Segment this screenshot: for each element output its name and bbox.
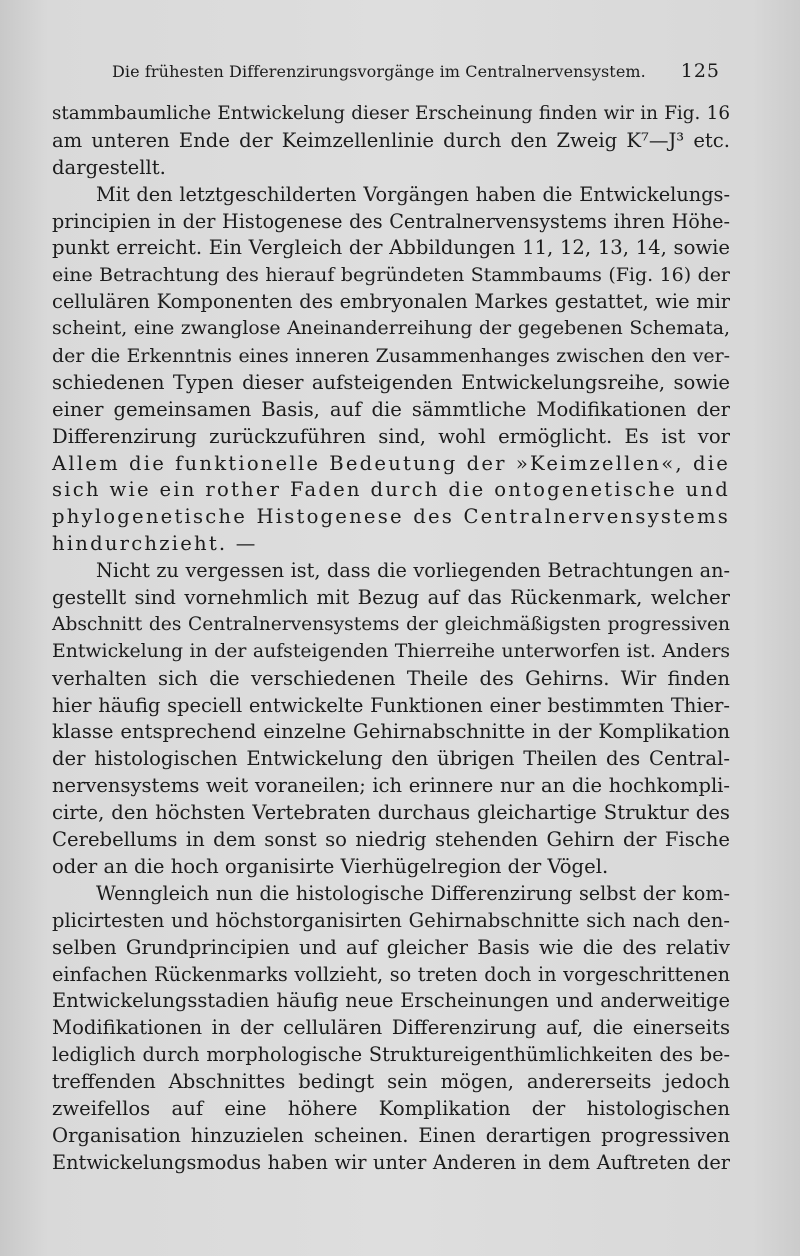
text-line: Wenngleich nun die histologische Differenzirung selbst der kom-	[96, 881, 730, 905]
text-line: der die Erkenntnis eines inneren Zusammenhanges zwischen den ver-	[52, 345, 730, 368]
text-line: zweifellos auf eine höhere Komplikation der histologischen	[52, 1096, 730, 1120]
text-line: sich wie ein rother Faden durch die ontogenetische und	[52, 478, 730, 502]
text-line: Modifikationen in der cellulären Differenzirung auf, die einerseits	[52, 1016, 730, 1040]
text-line: gestellt sind vornehmlich mit Bezug auf das Rückenmark, welcher	[52, 586, 730, 610]
text-line: hier häufig speciell entwickelte Funktionen einer bestimmten Thier-	[52, 693, 730, 717]
running-title: Die frühesten Differenzirungsvorgänge im Centralnervensystem.	[112, 62, 646, 81]
text-line: klasse entsprechend einzelne Gehirnabschnitte in der Komplikation	[52, 720, 730, 744]
text-line: Differenzirung zurückzuführen sind, wohl ermöglicht. Es ist vor	[52, 424, 730, 448]
text-line: treffenden Abschnittes bedingt sein mögen, andererseits jedoch	[52, 1070, 730, 1094]
text-line: dargestellt.	[52, 155, 166, 179]
text-line: Entwickelung in der aufsteigenden Thierreihe unterworfen ist. Anders	[52, 640, 730, 662]
text-line: punkt erreicht. Ein Vergleich der Abbildungen 11, 12, 13, 14, sowie	[52, 236, 730, 260]
text-line: verhalten sich die verschiedenen Theile des Gehirns. Wir finden	[52, 666, 730, 690]
text-line: plicirtesten und höchstorganisirten Gehirnabschnitte sich nach den-	[52, 908, 730, 932]
text-line: principien in der Histogenese des Centralnervensystems ihren Höhe-	[52, 209, 730, 233]
text-line: Abschnitt des Centralnervensystems der gleichmäßigsten progressiven	[52, 613, 730, 635]
text-line: scheint, eine zwanglose Aneinanderreihung der gegebenen Schemata,	[52, 318, 730, 340]
text-line: eine Betrachtung des hierauf begründeten Stammbaums (Fig. 16) der	[52, 264, 730, 287]
text-line: selben Grundprincipien und auf gleicher Basis wie die des relativ	[52, 935, 730, 959]
page-number: 125	[680, 60, 720, 82]
text-line: Cerebellums in dem sonst so niedrig stehenden Gehirn der Fische	[52, 828, 730, 852]
running-header	[112, 60, 720, 86]
text-line: phylogenetische Histogenese des Centralnervensystems	[52, 505, 730, 529]
text-line: oder an die hoch organisirte Vierhügelregion der Vögel.	[52, 854, 609, 878]
text-line: Mit den letztgeschilderten Vorgängen haben die Entwickelungs-	[96, 182, 730, 206]
text-line: hindurchzieht. —	[52, 532, 258, 556]
text-line: cellulären Komponenten des embryonalen Markes gestattet, wie mir	[52, 290, 730, 314]
text-line: der histologischen Entwickelung den übrigen Theilen des Central-	[52, 747, 730, 771]
text-line: stammbaumliche Entwickelung dieser Erscheinung finden wir in Fig. 16	[52, 103, 730, 124]
text-line: nervensystems weit voraneilen; ich erinnere nur an die hochkompli-	[52, 774, 730, 798]
text-line: einer gemeinsamen Basis, auf die sämmtliche Modifikationen der	[52, 397, 730, 421]
text-line: lediglich durch morphologische Struktureigenthümlichkeiten des be-	[52, 1043, 730, 1067]
text-line: Allem die funktionelle Bedeutung der »Keimzellen«, die	[52, 451, 730, 475]
text-line: Nicht zu vergessen ist, dass die vorliegenden Betrachtungen an-	[96, 559, 730, 583]
text-line: Entwickelungsmodus haben wir unter Anderen in dem Auftreten der	[52, 1150, 730, 1174]
body-text	[52, 101, 730, 1177]
text-line: am unteren Ende der Keimzellenlinie durch den Zweig K⁷—J³ etc.	[52, 128, 730, 152]
text-line: Organisation hinzuzielen scheinen. Einen derartigen progressiven	[52, 1123, 730, 1147]
text-line: schiedenen Typen dieser aufsteigenden Entwickelungsreihe, sowie	[52, 370, 730, 394]
text-line: einfachen Rückenmarks vollzieht, so treten doch in vorgeschrittenen	[52, 962, 730, 986]
text-line: cirte, den höchsten Vertebraten durchaus gleichartige Struktur des	[52, 801, 730, 825]
text-line: Entwickelungsstadien häufig neue Erscheinungen und anderweitige	[52, 989, 730, 1013]
